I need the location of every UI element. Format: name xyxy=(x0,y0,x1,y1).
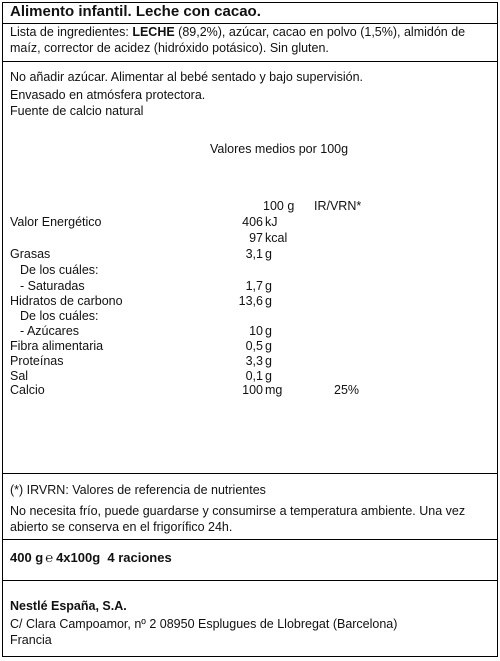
quantity-divider xyxy=(3,580,497,581)
company-country: Francia xyxy=(10,633,52,647)
nutrient-label: Calcio xyxy=(10,383,45,397)
ingredients-text xyxy=(10,24,492,56)
nutrient-sublabel: De los cuáles: xyxy=(20,263,99,277)
nutrient-unit: kJ xyxy=(265,215,278,229)
nutrient-value: 1,7 xyxy=(245,279,263,293)
nutrient-value: 100 xyxy=(242,383,263,397)
nutrient-unit: g xyxy=(265,247,272,261)
net-weight: 400 g xyxy=(10,550,44,565)
portions: 4 raciones xyxy=(107,550,172,565)
nutrition-heading: Valores medios por 100g xyxy=(210,142,349,156)
company-address: C/ Clara Campoamor, nº 2 08950 Esplugues de Llobregat (Barcelona) xyxy=(10,617,398,631)
nutrient-sublabel: De los cuáles: xyxy=(20,309,99,323)
ingredients-divider xyxy=(3,61,497,62)
nutrient-irvrn: 25% xyxy=(334,383,360,397)
note-calcium: Fuente de calcio natural xyxy=(10,104,144,118)
nutrient-value: 3,3 xyxy=(245,354,263,368)
ingredients-allergen: LECHE xyxy=(132,25,175,39)
product-title: Alimento infantil. Leche con cacao. xyxy=(10,3,261,20)
nutrient-label: Hidratos de carbono xyxy=(10,294,123,308)
nutrition-col-irvrn: IR/VRN* xyxy=(314,199,362,213)
nutrient-label: Fibra alimentaria xyxy=(10,339,104,353)
nutrition-col-100g: 100 g xyxy=(263,199,295,213)
nutrient-label: - Azúcares xyxy=(20,324,80,338)
nutrient-unit: g xyxy=(265,279,272,293)
net-quantity xyxy=(10,550,172,565)
nutrient-value: 0,1 xyxy=(245,369,263,383)
nutrient-label: Sal xyxy=(10,369,29,383)
nutrient-value: 0,5 xyxy=(245,339,263,353)
nutrient-value: 13,6 xyxy=(238,294,263,308)
nutrient-label: - Saturadas xyxy=(20,279,85,293)
storage-divider xyxy=(3,539,497,540)
estimated-sign-icon: ℮ xyxy=(45,550,54,565)
product-label xyxy=(2,2,498,657)
nutrient-unit: mg xyxy=(265,383,283,397)
nutrition-footnote: (*) IRVRN: Valores de referencia de nutrientes xyxy=(10,483,266,497)
note-feeding: No añadir azúcar. Alimentar al bebé sentado y bajo supervisión. xyxy=(10,70,363,84)
nutrient-unit: g xyxy=(265,339,272,353)
nutrient-unit: g xyxy=(265,354,272,368)
nutrient-value: 406 xyxy=(242,215,263,229)
pack-format: 4x100g xyxy=(56,550,101,565)
nutrition-divider xyxy=(3,473,497,474)
nutrient-unit: kcal xyxy=(265,231,288,245)
nutrient-value: 3,1 xyxy=(245,247,263,261)
nutrient-label: Grasas xyxy=(10,247,51,261)
ingredients-prefix: Lista de ingredientes: xyxy=(10,25,133,39)
nutrient-unit: g xyxy=(265,324,272,338)
ingredients-rest: (89,2%), azúcar, cacao en polvo (1,5%), almidón de maíz, corrector de acidez (hidróxido potásico). Sin gluten. xyxy=(10,25,466,55)
nutrient-unit: g xyxy=(265,294,272,308)
note-packaging: Envasado en atmósfera protectora. xyxy=(10,88,206,102)
nutrient-label: Valor Energético xyxy=(10,215,102,229)
nutrient-value: 97 xyxy=(249,231,263,245)
storage-text: No necesita frío, puede guardarse y consumirse a temperatura ambiente. Una vez abierto se conserva en el frigorífico 24h. xyxy=(10,504,466,534)
nutrient-unit: g xyxy=(265,369,272,383)
nutrient-label: Proteínas xyxy=(10,354,64,368)
nutrient-value: 10 xyxy=(249,324,263,338)
company-name: Nestlé España, S.A. xyxy=(10,599,127,613)
